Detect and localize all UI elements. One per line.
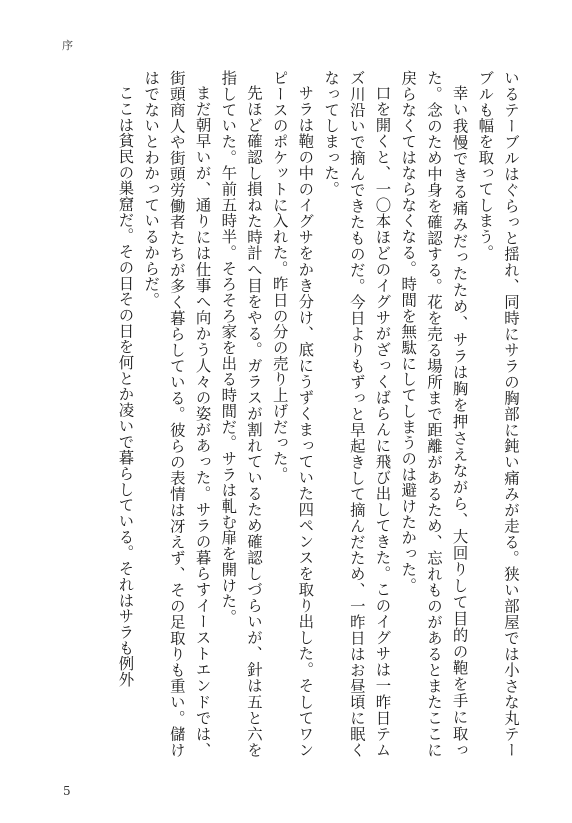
paragraph: 幸い我慢できる痛みだったため、サラは胸を押さえながら、大回りして目的の鞄を手に取った。念のため中身を確認する。花を売る場所まで距離があるため、忘れものがあるとまたここに戻らなくてはならなくなる。時間を無駄にしてしまうのは避けたかった。 xyxy=(399,70,469,758)
paragraph: サラは鞄の中のイグサをかき分け、底にうずくまっていた四ペンスを取り出した。そしてワンピースのポケットに入れた。昨日の分の売り上げだった。 xyxy=(270,70,315,758)
paragraph: いるテーブルはぐらっと揺れ、同時にサラの胸部に鈍い痛みが走る。狭い部屋では小さな丸テーブルも幅を取ってしまう。 xyxy=(476,70,520,758)
body-text xyxy=(93,70,523,758)
page-number: 5 xyxy=(63,784,71,798)
paragraph: まだ朝早いが、通りには仕事へ向かう人々の姿があった。サラの暮らすイーストエンドでは、街頭商人や街頭労働者たちが多く暮らしている。彼らの表情は冴えず、その足取りも重い。儲けはでないとわかっているからだ。 xyxy=(142,70,212,758)
paragraph: ここは貧民の巣窟だ。その日その日を何とか凌いで暮らしている。それはサラも例外 xyxy=(116,85,135,688)
paragraph: 口を開くと、一〇本ほどのイグサがざっくばらんに飛び出してきた。このイグサは一昨日テムズ川沿いで摘んできたものだ。今日よりもずっと早起きして摘んだため、一昨日はお昼頃に眠くなってしまった。 xyxy=(322,70,392,758)
running-head: 序 xyxy=(62,39,73,52)
paragraph: 先ほど確認し損ねた時計へ目をやる。ガラスが割れているため確認しづらいが、針は五と六を指していた。午前五時半。そろそろ家を出る時間だ。サラは軋む扉を開けた。 xyxy=(219,70,263,758)
